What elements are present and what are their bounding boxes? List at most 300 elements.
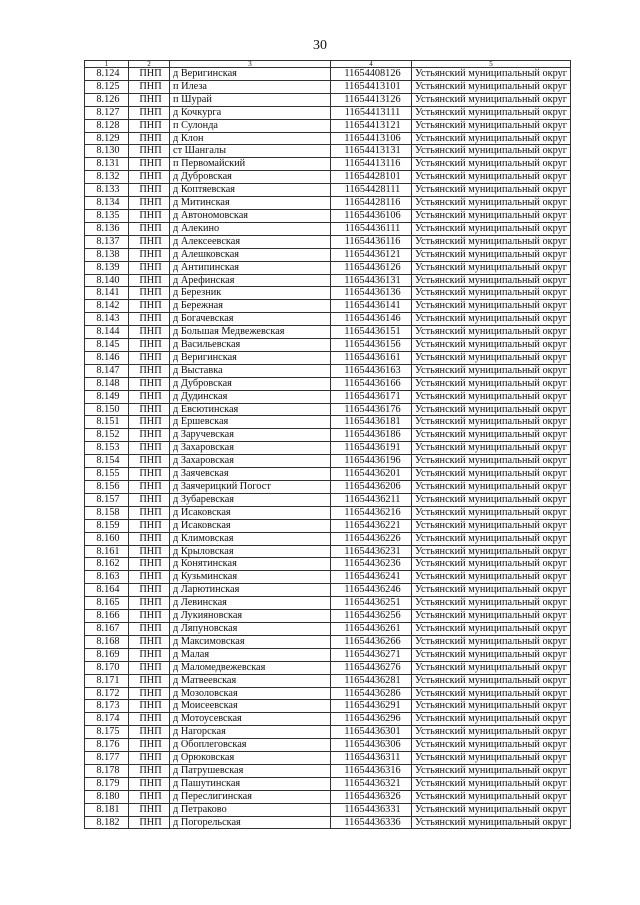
row-number-cell: 8.151 [85, 416, 129, 429]
settlement-name-cell: д Исаковская [170, 506, 331, 519]
row-number-cell: 8.157 [85, 493, 129, 506]
oktmo-code-cell: 11654413126 [331, 93, 412, 106]
table-row [85, 687, 571, 700]
oktmo-code-cell: 11654413106 [331, 132, 412, 145]
table-body [85, 68, 571, 829]
oktmo-code-cell: 11654436186 [331, 429, 412, 442]
settlement-name-cell: д Алекино [170, 222, 331, 235]
table-row [85, 468, 571, 481]
row-number-cell: 8.143 [85, 313, 129, 326]
settlement-name-cell: д Исаковская [170, 519, 331, 532]
district-cell: Устьянский муниципальный округ [412, 506, 571, 519]
district-cell: Устьянский муниципальный округ [412, 313, 571, 326]
settlement-type-cell: ПНП [129, 584, 170, 597]
row-number-cell: 8.168 [85, 635, 129, 648]
district-cell: Устьянский муниципальный округ [412, 416, 571, 429]
district-cell: Устьянский муниципальный округ [412, 80, 571, 93]
settlement-type-cell: ПНП [129, 803, 170, 816]
oktmo-code-cell: 11654436266 [331, 635, 412, 648]
settlement-type-cell: ПНП [129, 197, 170, 210]
table-row [85, 326, 571, 339]
settlement-name-cell: д Ершевская [170, 416, 331, 429]
district-cell: Устьянский муниципальный округ [412, 132, 571, 145]
oktmo-code-cell: 11654428101 [331, 171, 412, 184]
table-row [85, 416, 571, 429]
settlement-type-cell: ПНП [129, 93, 170, 106]
table-row [85, 558, 571, 571]
settlement-type-cell: ПНП [129, 68, 170, 81]
row-number-cell: 8.166 [85, 610, 129, 623]
settlement-name-cell: д Большая Медвежевская [170, 326, 331, 339]
row-number-cell: 8.138 [85, 248, 129, 261]
row-number-cell: 8.162 [85, 558, 129, 571]
row-number-cell: 8.127 [85, 106, 129, 119]
settlement-name-cell: д Березник [170, 287, 331, 300]
oktmo-code-cell: 11654436256 [331, 610, 412, 623]
table-row [85, 184, 571, 197]
settlement-type-cell: ПНП [129, 545, 170, 558]
settlement-name-cell: д Мотоусевская [170, 713, 331, 726]
oktmo-code-cell: 11654436131 [331, 274, 412, 287]
settlement-type-cell: ПНП [129, 739, 170, 752]
settlement-name-cell: д Мозоловская [170, 687, 331, 700]
oktmo-code-cell: 11654436291 [331, 700, 412, 713]
table-row [85, 313, 571, 326]
district-cell: Устьянский муниципальный округ [412, 545, 571, 558]
oktmo-code-cell: 11654436216 [331, 506, 412, 519]
row-number-cell: 8.136 [85, 222, 129, 235]
settlement-type-cell: ПНП [129, 674, 170, 687]
settlement-name-cell: д Автономовская [170, 209, 331, 222]
settlement-name-cell: д Нагорская [170, 726, 331, 739]
settlement-name-cell: д Богачевская [170, 313, 331, 326]
district-cell: Устьянский муниципальный округ [412, 351, 571, 364]
district-cell: Устьянский муниципальный округ [412, 429, 571, 442]
row-number-cell: 8.181 [85, 803, 129, 816]
district-cell: Устьянский муниципальный округ [412, 635, 571, 648]
settlement-type-cell: ПНП [129, 300, 170, 313]
settlement-type-cell: ПНП [129, 726, 170, 739]
district-cell: Устьянский муниципальный округ [412, 571, 571, 584]
settlement-type-cell: ПНП [129, 235, 170, 248]
settlement-type-cell: ПНП [129, 713, 170, 726]
table-row [85, 274, 571, 287]
settlement-type-cell: ПНП [129, 700, 170, 713]
settlement-type-cell: ПНП [129, 248, 170, 261]
settlement-type-cell: ПНП [129, 429, 170, 442]
row-number-cell: 8.137 [85, 235, 129, 248]
settlement-type-cell: ПНП [129, 377, 170, 390]
settlement-type-cell: ПНП [129, 132, 170, 145]
settlement-type-cell: ПНП [129, 468, 170, 481]
table-row [85, 622, 571, 635]
table-row [85, 197, 571, 210]
table-row [85, 571, 571, 584]
oktmo-code-cell: 11654436116 [331, 235, 412, 248]
district-cell: Устьянский муниципальный округ [412, 558, 571, 571]
settlement-name-cell: д Алешковская [170, 248, 331, 261]
settlement-name-cell: д Маломедвежевская [170, 661, 331, 674]
settlement-type-cell: ПНП [129, 442, 170, 455]
district-cell: Устьянский муниципальный округ [412, 300, 571, 313]
settlement-name-cell: д Конятинская [170, 558, 331, 571]
table-row [85, 287, 571, 300]
district-cell: Устьянский муниципальный округ [412, 790, 571, 803]
district-cell: Устьянский муниципальный округ [412, 222, 571, 235]
row-number-cell: 8.159 [85, 519, 129, 532]
settlement-name-cell: д Выставка [170, 364, 331, 377]
settlement-type-cell: ПНП [129, 145, 170, 158]
district-cell: Устьянский муниципальный округ [412, 481, 571, 494]
settlement-name-cell: п Первомайский [170, 158, 331, 171]
oktmo-code-cell: 11654413111 [331, 106, 412, 119]
row-number-cell: 8.170 [85, 661, 129, 674]
table-row [85, 235, 571, 248]
oktmo-code-cell: 11654436271 [331, 648, 412, 661]
oktmo-code-cell: 11654436311 [331, 752, 412, 765]
row-number-cell: 8.131 [85, 158, 129, 171]
settlement-type-cell: ПНП [129, 403, 170, 416]
settlements-table [84, 60, 571, 829]
row-number-cell: 8.172 [85, 687, 129, 700]
district-cell: Устьянский муниципальный округ [412, 455, 571, 468]
table-row [85, 403, 571, 416]
settlement-type-cell: ПНП [129, 209, 170, 222]
district-cell: Устьянский муниципальный округ [412, 661, 571, 674]
table-row [85, 816, 571, 829]
oktmo-code-cell: 11654436336 [331, 816, 412, 829]
district-cell: Устьянский муниципальный округ [412, 403, 571, 416]
settlement-type-cell: ПНП [129, 752, 170, 765]
row-number-cell: 8.156 [85, 481, 129, 494]
settlement-name-cell: д Пашутинская [170, 777, 331, 790]
settlement-name-cell: д Заручевская [170, 429, 331, 442]
district-cell: Устьянский муниципальный округ [412, 261, 571, 274]
settlement-type-cell: ПНП [129, 571, 170, 584]
district-cell: Устьянский муниципальный округ [412, 119, 571, 132]
district-cell: Устьянский муниципальный округ [412, 713, 571, 726]
row-number-cell: 8.180 [85, 790, 129, 803]
oktmo-code-cell: 11654436181 [331, 416, 412, 429]
district-cell: Устьянский муниципальный округ [412, 68, 571, 81]
district-cell: Устьянский муниципальный округ [412, 145, 571, 158]
row-number-cell: 8.124 [85, 68, 129, 81]
settlement-name-cell: д Алексеевская [170, 235, 331, 248]
settlement-type-cell: ПНП [129, 261, 170, 274]
table-row [85, 506, 571, 519]
row-number-cell: 8.171 [85, 674, 129, 687]
row-number-cell: 8.154 [85, 455, 129, 468]
row-number-cell: 8.176 [85, 739, 129, 752]
row-number-cell: 8.158 [85, 506, 129, 519]
district-cell: Устьянский муниципальный округ [412, 158, 571, 171]
oktmo-code-cell: 11654436306 [331, 739, 412, 752]
settlement-type-cell: ПНП [129, 119, 170, 132]
settlement-name-cell: д Орюковская [170, 752, 331, 765]
settlement-name-cell: д Веригинская [170, 68, 331, 81]
district-cell: Устьянский муниципальный округ [412, 752, 571, 765]
oktmo-code-cell: 11654428116 [331, 197, 412, 210]
oktmo-code-cell: 11654436326 [331, 790, 412, 803]
table-row [85, 222, 571, 235]
table-row [85, 674, 571, 687]
oktmo-code-cell: 11654413116 [331, 158, 412, 171]
row-number-cell: 8.132 [85, 171, 129, 184]
table-row [85, 481, 571, 494]
settlement-type-cell: ПНП [129, 274, 170, 287]
district-cell: Устьянский муниципальный округ [412, 364, 571, 377]
district-cell: Устьянский муниципальный округ [412, 648, 571, 661]
row-number-cell: 8.160 [85, 532, 129, 545]
district-cell: Устьянский муниципальный округ [412, 700, 571, 713]
settlement-name-cell: д Дубровская [170, 377, 331, 390]
settlement-name-cell: д Петраково [170, 803, 331, 816]
row-number-cell: 8.167 [85, 622, 129, 635]
district-cell: Устьянский муниципальный округ [412, 532, 571, 545]
settlement-type-cell: ПНП [129, 326, 170, 339]
district-cell: Устьянский муниципальный округ [412, 274, 571, 287]
oktmo-code-cell: 11654436121 [331, 248, 412, 261]
table-row [85, 661, 571, 674]
district-cell: Устьянский муниципальный округ [412, 235, 571, 248]
table-row [85, 648, 571, 661]
row-number-cell: 8.177 [85, 752, 129, 765]
oktmo-code-cell: 11654436161 [331, 351, 412, 364]
row-number-cell: 8.147 [85, 364, 129, 377]
oktmo-code-cell: 11654413131 [331, 145, 412, 158]
district-cell: Устьянский муниципальный округ [412, 377, 571, 390]
district-cell: Устьянский муниципальный округ [412, 726, 571, 739]
district-cell: Устьянский муниципальный округ [412, 493, 571, 506]
district-cell: Устьянский муниципальный округ [412, 171, 571, 184]
table-row [85, 300, 571, 313]
settlement-name-cell: д Максимовская [170, 635, 331, 648]
settlement-type-cell: ПНП [129, 558, 170, 571]
row-number-cell: 8.141 [85, 287, 129, 300]
settlement-name-cell: д Дубровская [170, 171, 331, 184]
settlement-type-cell: ПНП [129, 493, 170, 506]
settlement-type-cell: ПНП [129, 519, 170, 532]
column-header-4: 4 [331, 61, 412, 68]
table-row [85, 339, 571, 352]
district-cell: Устьянский муниципальный округ [412, 739, 571, 752]
settlement-type-cell: ПНП [129, 313, 170, 326]
district-cell: Устьянский муниципальный округ [412, 390, 571, 403]
oktmo-code-cell: 11654436321 [331, 777, 412, 790]
row-number-cell: 8.145 [85, 339, 129, 352]
district-cell: Устьянский муниципальный округ [412, 597, 571, 610]
column-header-5: 5 [412, 61, 571, 68]
table-row [85, 390, 571, 403]
table-row [85, 610, 571, 623]
row-number-cell: 8.146 [85, 351, 129, 364]
table-row [85, 777, 571, 790]
table-row [85, 803, 571, 816]
table-row [85, 700, 571, 713]
row-number-cell: 8.129 [85, 132, 129, 145]
oktmo-code-cell: 11654436201 [331, 468, 412, 481]
district-cell: Устьянский муниципальный округ [412, 610, 571, 623]
column-header-1: 1 [85, 61, 129, 68]
settlement-name-cell: д Лукияновская [170, 610, 331, 623]
settlement-name-cell: д Кузьминская [170, 571, 331, 584]
settlement-type-cell: ПНП [129, 532, 170, 545]
settlement-type-cell: ПНП [129, 158, 170, 171]
district-cell: Устьянский муниципальный округ [412, 803, 571, 816]
page-number: 30 [313, 38, 327, 53]
settlement-name-cell: д Митинская [170, 197, 331, 210]
settlement-type-cell: ПНП [129, 455, 170, 468]
oktmo-code-cell: 11654436281 [331, 674, 412, 687]
row-number-cell: 8.179 [85, 777, 129, 790]
table-row [85, 351, 571, 364]
oktmo-code-cell: 11654436151 [331, 326, 412, 339]
oktmo-code-cell: 11654436206 [331, 481, 412, 494]
row-number-cell: 8.164 [85, 584, 129, 597]
row-number-cell: 8.125 [85, 80, 129, 93]
row-number-cell: 8.130 [85, 145, 129, 158]
oktmo-code-cell: 11654436231 [331, 545, 412, 558]
oktmo-code-cell: 11654436241 [331, 571, 412, 584]
table-row [85, 726, 571, 739]
table-row [85, 68, 571, 81]
settlement-type-cell: ПНП [129, 351, 170, 364]
settlement-name-cell: д Патрушевская [170, 764, 331, 777]
settlement-type-cell: ПНП [129, 597, 170, 610]
oktmo-code-cell: 11654436171 [331, 390, 412, 403]
oktmo-code-cell: 11654436106 [331, 209, 412, 222]
settlement-type-cell: ПНП [129, 610, 170, 623]
oktmo-code-cell: 11654436316 [331, 764, 412, 777]
row-number-cell: 8.135 [85, 209, 129, 222]
settlement-name-cell: д Веригинская [170, 351, 331, 364]
table-row [85, 80, 571, 93]
district-cell: Устьянский муниципальный округ [412, 442, 571, 455]
settlement-name-cell: д Обоплеговская [170, 739, 331, 752]
oktmo-code-cell: 11654436251 [331, 597, 412, 610]
settlement-type-cell: ПНП [129, 171, 170, 184]
table-header-row [85, 61, 571, 68]
row-number-cell: 8.182 [85, 816, 129, 829]
row-number-cell: 8.165 [85, 597, 129, 610]
row-number-cell: 8.140 [85, 274, 129, 287]
row-number-cell: 8.142 [85, 300, 129, 313]
oktmo-code-cell: 11654436261 [331, 622, 412, 635]
oktmo-code-cell: 11654436126 [331, 261, 412, 274]
oktmo-code-cell: 11654436176 [331, 403, 412, 416]
settlement-name-cell: д Левинская [170, 597, 331, 610]
table-row [85, 248, 571, 261]
row-number-cell: 8.153 [85, 442, 129, 455]
district-cell: Устьянский муниципальный округ [412, 106, 571, 119]
settlement-name-cell: д Климовская [170, 532, 331, 545]
row-number-cell: 8.152 [85, 429, 129, 442]
row-number-cell: 8.175 [85, 726, 129, 739]
settlement-type-cell: ПНП [129, 777, 170, 790]
oktmo-code-cell: 11654436136 [331, 287, 412, 300]
table-row [85, 635, 571, 648]
row-number-cell: 8.133 [85, 184, 129, 197]
settlement-name-cell: п Илеза [170, 80, 331, 93]
table-row [85, 145, 571, 158]
settlement-type-cell: ПНП [129, 287, 170, 300]
district-cell: Устьянский муниципальный округ [412, 674, 571, 687]
column-header-2: 2 [129, 61, 170, 68]
settlement-type-cell: ПНП [129, 790, 170, 803]
settlement-type-cell: ПНП [129, 687, 170, 700]
row-number-cell: 8.128 [85, 119, 129, 132]
district-cell: Устьянский муниципальный округ [412, 209, 571, 222]
table-row [85, 377, 571, 390]
district-cell: Устьянский муниципальный округ [412, 519, 571, 532]
table-row [85, 519, 571, 532]
settlement-name-cell: д Евсютинская [170, 403, 331, 416]
district-cell: Устьянский муниципальный округ [412, 197, 571, 210]
row-number-cell: 8.169 [85, 648, 129, 661]
oktmo-code-cell: 11654428111 [331, 184, 412, 197]
oktmo-code-cell: 11654408126 [331, 68, 412, 81]
row-number-cell: 8.139 [85, 261, 129, 274]
settlement-type-cell: ПНП [129, 764, 170, 777]
district-cell: Устьянский муниципальный округ [412, 339, 571, 352]
oktmo-code-cell: 11654436156 [331, 339, 412, 352]
settlement-type-cell: ПНП [129, 481, 170, 494]
row-number-cell: 8.150 [85, 403, 129, 416]
table-row [85, 764, 571, 777]
row-number-cell: 8.163 [85, 571, 129, 584]
oktmo-code-cell: 11654436286 [331, 687, 412, 700]
settlement-name-cell: п Шурай [170, 93, 331, 106]
oktmo-code-cell: 11654436141 [331, 300, 412, 313]
table-row [85, 171, 571, 184]
oktmo-code-cell: 11654413101 [331, 80, 412, 93]
settlement-type-cell: ПНП [129, 648, 170, 661]
district-cell: Устьянский муниципальный округ [412, 326, 571, 339]
settlement-name-cell: п Сулонда [170, 119, 331, 132]
district-cell: Устьянский муниципальный округ [412, 777, 571, 790]
settlement-name-cell: д Арефинская [170, 274, 331, 287]
settlement-type-cell: ПНП [129, 416, 170, 429]
district-cell: Устьянский муниципальный округ [412, 287, 571, 300]
settlement-name-cell: д Переслигинская [170, 790, 331, 803]
oktmo-code-cell: 11654436146 [331, 313, 412, 326]
settlement-name-cell: д Малая [170, 648, 331, 661]
district-cell: Устьянский муниципальный округ [412, 468, 571, 481]
table-row [85, 532, 571, 545]
settlement-name-cell: д Бережная [170, 300, 331, 313]
district-cell: Устьянский муниципальный округ [412, 622, 571, 635]
settlement-name-cell: д Антипинская [170, 261, 331, 274]
settlement-name-cell: д Васильевская [170, 339, 331, 352]
oktmo-code-cell: 11654436331 [331, 803, 412, 816]
oktmo-code-cell: 11654436166 [331, 377, 412, 390]
table-row [85, 132, 571, 145]
table-row [85, 584, 571, 597]
settlement-type-cell: ПНП [129, 816, 170, 829]
table-row [85, 713, 571, 726]
settlement-name-cell: д Дудинская [170, 390, 331, 403]
row-number-cell: 8.155 [85, 468, 129, 481]
district-cell: Устьянский муниципальный округ [412, 687, 571, 700]
oktmo-code-cell: 11654436221 [331, 519, 412, 532]
row-number-cell: 8.178 [85, 764, 129, 777]
row-number-cell: 8.173 [85, 700, 129, 713]
table-row [85, 790, 571, 803]
settlement-type-cell: ПНП [129, 106, 170, 119]
row-number-cell: 8.134 [85, 197, 129, 210]
district-cell: Устьянский муниципальный округ [412, 816, 571, 829]
row-number-cell: 8.126 [85, 93, 129, 106]
